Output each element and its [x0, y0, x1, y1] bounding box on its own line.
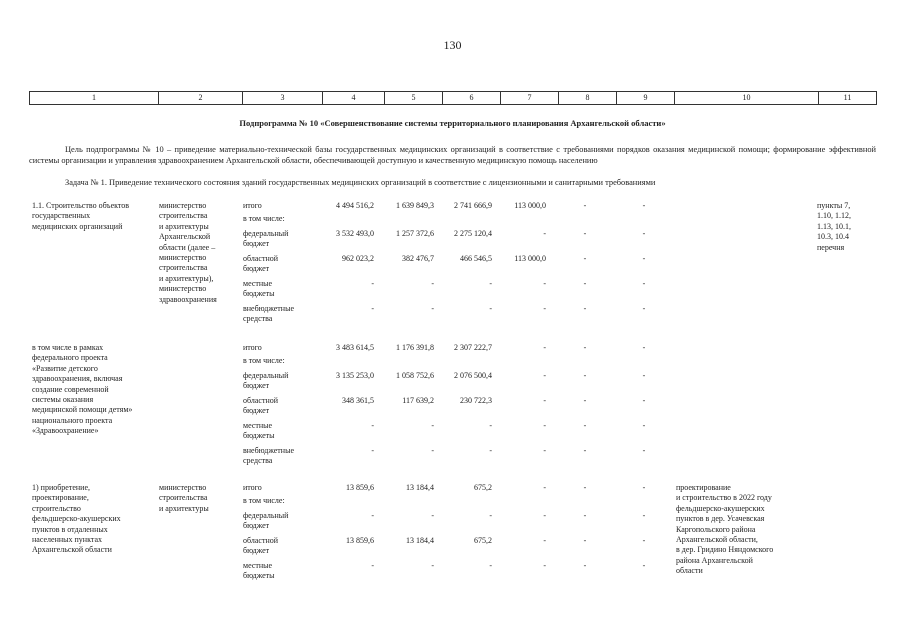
funding-source: местные бюджеты [243, 421, 275, 441]
funding-value: - [583, 254, 587, 263]
funding-value: - [371, 561, 374, 570]
funding-source: внебюджетные средства [243, 304, 294, 324]
funding-value: - [583, 279, 587, 288]
funding-value: - [543, 446, 546, 455]
funding-value: - [489, 304, 492, 313]
funding-source: в том числе: [243, 213, 285, 223]
funding-source: областной бюджет [243, 536, 279, 556]
column-number: 9 [617, 92, 675, 105]
funding-value: - [583, 446, 587, 455]
funding-value: 113 000,0 [514, 201, 546, 210]
funding-value: - [371, 279, 374, 288]
executor: министерство строительства и архитектуры [159, 483, 209, 513]
funding-value: - [583, 511, 587, 520]
funding-value: - [431, 304, 434, 313]
funding-value: - [642, 343, 646, 352]
funding-value: - [543, 396, 546, 405]
column-number: 7 [501, 92, 559, 105]
funding-value: - [543, 483, 546, 492]
funding-value: 2 741 666,9 [454, 201, 492, 210]
funding-value: - [642, 561, 646, 570]
funding-value: - [543, 229, 546, 238]
funding-value: - [642, 229, 646, 238]
funding-value: - [489, 279, 492, 288]
funding-source: местные бюджеты [243, 279, 275, 299]
funding-value: 3 135 253,0 [336, 371, 374, 380]
funding-value: - [543, 371, 546, 380]
funding-source: в том числе: [243, 495, 285, 505]
funding-source: федеральный бюджет [243, 371, 289, 391]
funding-value: 4 494 516,2 [336, 201, 374, 210]
indicator-reference: пункты 7, 1.10, 1.12, 1.13, 10.1, 10.3, 10.4 перечня [817, 201, 851, 252]
funding-value: 13 184,4 [406, 483, 434, 492]
funding-value: - [583, 371, 587, 380]
funding-value: - [489, 511, 492, 520]
funding-value: - [642, 483, 646, 492]
funding-value: - [371, 446, 374, 455]
funding-value: - [431, 279, 434, 288]
funding-value: - [583, 421, 587, 430]
subprogram-goal: Цель подпрограммы № 10 – приведение материально-технической базы государственных медицинских организаций в соответствие с требованиями порядков оказания медицинской помощи; формирование эффективной системы организации и управления здравоохранением Архангельской области, обеспечивающей доступную и качественную медицинскую помощь населению [29, 145, 876, 165]
funding-value: - [371, 421, 374, 430]
funding-source: федеральный бюджет [243, 511, 289, 531]
column-number: 5 [385, 92, 443, 105]
funding-value: - [431, 561, 434, 570]
funding-value: 230 722,3 [460, 396, 492, 405]
column-number-header [29, 91, 877, 105]
column-number: 4 [323, 92, 385, 105]
funding-value: - [371, 304, 374, 313]
page-number: 130 [443, 38, 462, 52]
funding-value: - [543, 421, 546, 430]
column-number: 2 [159, 92, 243, 105]
funding-source: внебюджетные средства [243, 446, 294, 466]
funding-source: итого [243, 343, 262, 352]
funding-value: 2 275 120,4 [454, 229, 492, 238]
funding-value: - [583, 561, 587, 570]
funding-value: - [642, 254, 646, 263]
funding-value: 1 639 849,3 [396, 201, 434, 210]
funding-source: местные бюджеты [243, 561, 275, 581]
funding-value: 466 546,5 [460, 254, 492, 263]
task-heading: Задача № 1. Приведение технического состояния зданий государственных медицинских организаций в соответствие с лицензионными и санитарными требованиями [65, 178, 656, 187]
funding-value: - [543, 304, 546, 313]
funding-value: 13 184,4 [406, 536, 434, 545]
subprogram-title: Подпрограмма № 10 «Совершенствование системы территориального планирования Архангельской области» [239, 118, 666, 128]
funding-value: 675,2 [474, 483, 492, 492]
funding-value: - [489, 421, 492, 430]
funding-value: 2 076 500,4 [454, 371, 492, 380]
funding-value: - [543, 511, 546, 520]
funding-source: федеральный бюджет [243, 229, 289, 249]
funding-value: - [543, 561, 546, 570]
funding-value: 1 257 372,6 [396, 229, 434, 238]
funding-value: - [583, 304, 587, 313]
funding-value: - [642, 536, 646, 545]
funding-value: - [489, 446, 492, 455]
funding-source: областной бюджет [243, 396, 279, 416]
funding-value: - [642, 371, 646, 380]
funding-value: - [543, 279, 546, 288]
funding-value: - [431, 421, 434, 430]
column-number: 10 [675, 92, 819, 105]
funding-value: - [543, 536, 546, 545]
funding-value: - [642, 279, 646, 288]
funding-value: - [583, 343, 587, 352]
funding-value: 2 307 222,7 [454, 343, 492, 352]
funding-value: 675,2 [474, 536, 492, 545]
funding-value: - [642, 511, 646, 520]
column-number: 11 [819, 92, 877, 105]
funding-value: 962 023,2 [342, 254, 374, 263]
column-number: 3 [243, 92, 323, 105]
activity-name: 1) приобретение, проектирование, строительство фельдшерско-акушерских пунктов в отдаленных населенных пунктах Архангельской области [32, 483, 121, 555]
funding-value: - [583, 536, 587, 545]
executor: министерство строительства и архитектуры Архангельской области (далее – министерство строительства и архитектуры), министерство здравоохранения [159, 201, 217, 304]
funding-value: - [642, 304, 646, 313]
funding-value: - [642, 421, 646, 430]
funding-value: 1 058 752,6 [396, 371, 434, 380]
funding-value: - [543, 343, 546, 352]
column-number: 8 [559, 92, 617, 105]
funding-value: 113 000,0 [514, 254, 546, 263]
activity-name: 1.1. Строительство объектов государственных медицинских организаций [32, 201, 130, 231]
funding-value: 3 532 493,0 [336, 229, 374, 238]
funding-source: итого [243, 483, 262, 492]
funding-value: - [583, 201, 587, 210]
funding-value: 13 859,6 [346, 483, 374, 492]
funding-value: - [642, 201, 646, 210]
funding-source: итого [243, 201, 262, 210]
funding-value: 3 483 614,5 [336, 343, 374, 352]
funding-value: 117 639,2 [402, 396, 434, 405]
activity-name: в том числе в рамках федерального проекта «Развитие детского здравоохранения, включая создание современной системы оказания медицинской помощи детям» национального проекта «Здравоохранение» [32, 343, 133, 436]
funding-value: 13 859,6 [346, 536, 374, 545]
funding-value: 348 361,5 [342, 396, 374, 405]
funding-value: - [642, 446, 646, 455]
column-number: 6 [443, 92, 501, 105]
funding-value: - [431, 511, 434, 520]
expected-result: проектирование и строительство в 2022 году фельдшерско-акушерских пунктов в дер. Усачевская Каргопольского района Архангельской области, в дер. Гридино Няндомского района Архангельской области [676, 483, 774, 576]
funding-value: - [642, 396, 646, 405]
funding-value: 1 176 391,8 [396, 343, 434, 352]
funding-value: - [371, 511, 374, 520]
funding-value: - [583, 396, 587, 405]
column-number: 1 [30, 92, 159, 105]
funding-value: 382 476,7 [402, 254, 434, 263]
funding-source: областной бюджет [243, 254, 279, 274]
funding-value: - [583, 483, 587, 492]
funding-value: - [431, 446, 434, 455]
funding-value: - [489, 561, 492, 570]
funding-value: - [583, 229, 587, 238]
funding-source: в том числе: [243, 355, 285, 365]
